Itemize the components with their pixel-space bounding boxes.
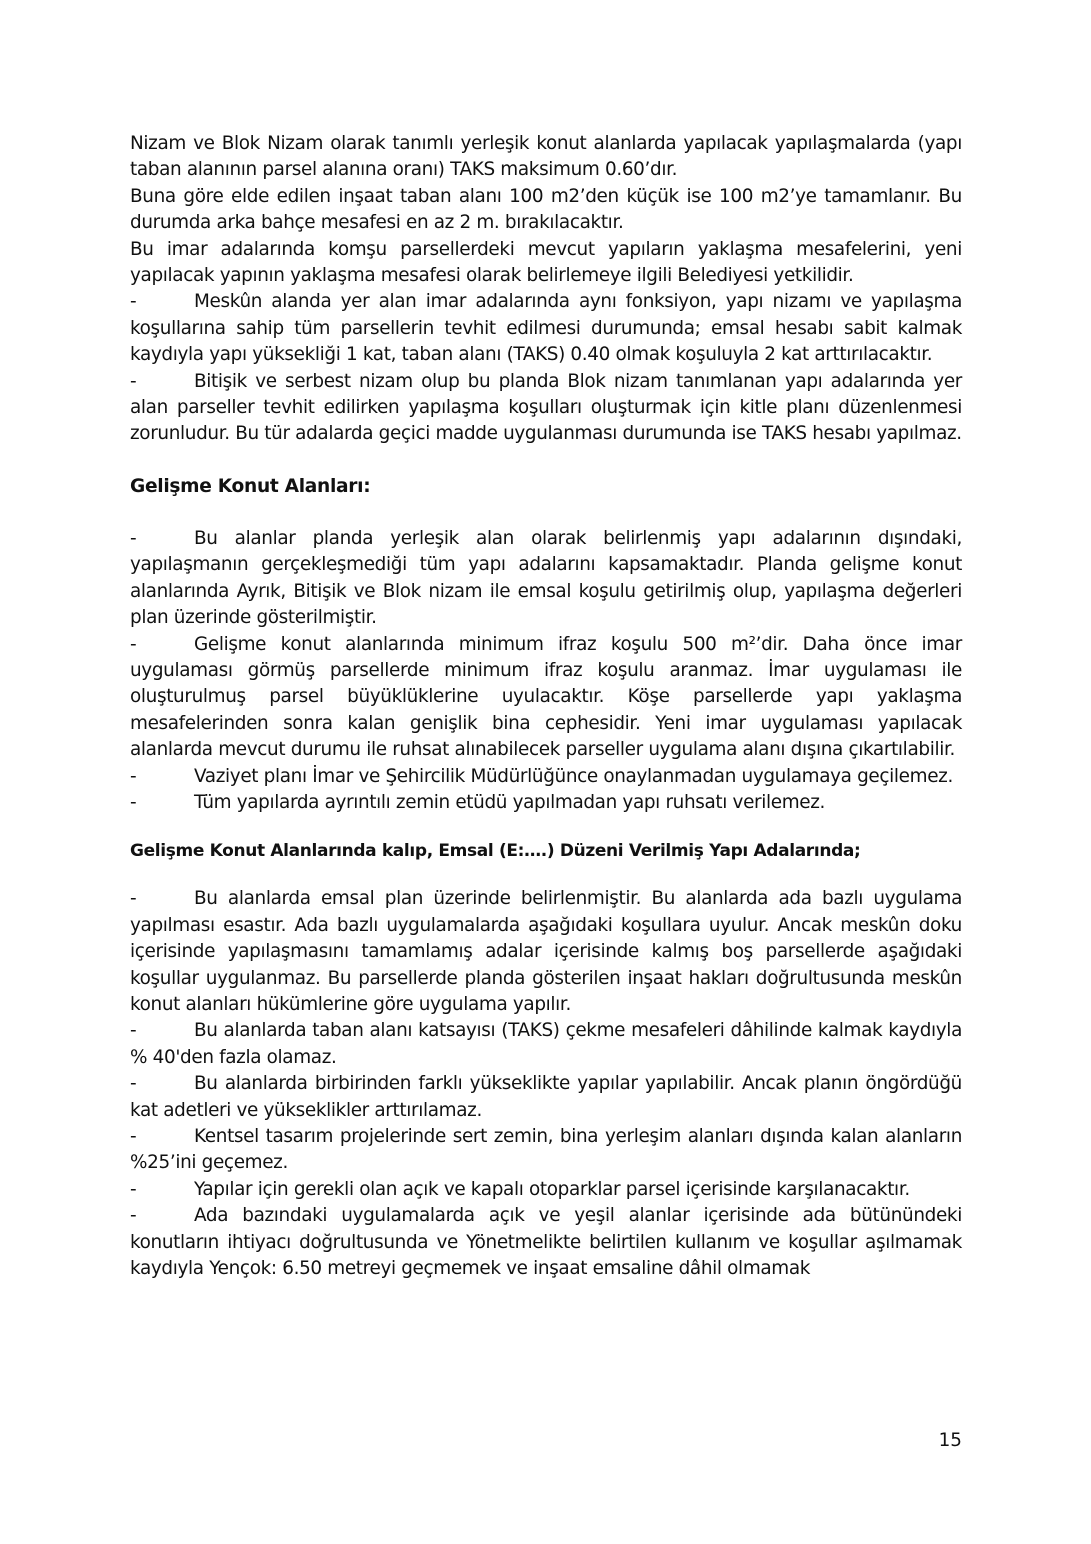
bullet-item: - Bu alanlar planda yerleşik alan olarak belirlenmiş yapı adalarının dışındaki, yapılaşmanın gerçekleşmediği tüm yapı adalarını kapsamaktadır. Planda gelişme konut alanlarında Ayrık, Bitişik ve Blok nizam ile emsal koşulu getirilmiş olup, yapılaşma değerleri plan üzerinde gösterilmiştir.: [130, 527, 962, 629]
bullet-marker: -: [130, 291, 137, 313]
page-number: 15: [938, 1430, 962, 1451]
bullet-marker: -: [130, 370, 137, 392]
bullet-item: - Bitişik ve serbest nizam olup bu planda Blok nizam tanımlanan yapı adalarında yer alan parseller tevhit edilirken yapılaşma koşulları oluşturmak için kitle planı düzenlenmesi zorunludur. Bu tür adalarda geçici madde uygulanması durumunda ise TAKS hesabı yapılmaz.: [130, 370, 962, 445]
bullet-marker: -: [130, 1073, 137, 1095]
bullet-item: - Yapılar için gerekli olan açık ve kapalı otoparklar parsel içerisinde karşılanacaktır.: [130, 1177, 962, 1203]
section-heading: Gelişme Konut Alanlarında kalıp, Emsal (E:….) Düzeni Verilmiş Yapı Adalarında;: [130, 841, 861, 862]
bullet-item: - Bu alanlarda taban alanı katsayısı (TAKS) çekme mesafeleri dâhilinde kalmak kaydıyla % 40'den fazla olamaz.: [130, 1020, 962, 1068]
bullet-item: - Ada bazındaki uygulamalarda açık ve yeşil alanlar içerisinde ada bütünündeki konutların ihtiyacı doğrultusunda ve Yönetmelikte belirtilen kullanım ve koşullar aşılmamak kaydıyla Yençok: 6.50 metreyi geçmemek ve inşaat emsaline dâhil olmamak: [130, 1205, 962, 1280]
document-body: [130, 131, 962, 1282]
bullet-item: - Bu alanlarda birbirinden farklı yükseklikte yapılar yapılabilir. Ancak planın öngördüğü kat adetleri ve yükseklikler arttırılamaz.: [130, 1073, 962, 1121]
bullet-marker: -: [130, 633, 137, 655]
paragraph: Bu imar adalarında komşu parsellerdeki mevcut yapıların yaklaşma mesafelerini, yeni yapılacak yapının yaklaşma mesafesi olarak belirlemeye ilgili Belediyesi yetkilidir.: [130, 238, 962, 287]
section-heading: Gelişme Konut Alanları:: [130, 475, 371, 497]
bullet-item: - Tüm yapılarda ayrıntılı zemin etüdü yapılmadan yapı ruhsatı verilemez.: [130, 790, 962, 816]
bullet-marker: -: [130, 1126, 137, 1147]
bullet-marker: -: [130, 527, 137, 549]
paragraph: Nizam ve Blok Nizam olarak tanımlı yerleşik konut alanlarda yapılacak yapılaşmalarda (yapı taban alanının parsel alanına oranı) TAKS maksimum 0.60’dır.: [130, 133, 962, 181]
bullet-marker: -: [130, 1020, 137, 1042]
bullet-marker: -: [130, 765, 137, 787]
bullet-item: - Kentsel tasarım projelerinde sert zemin, bina yerleşim alanları dışında kalan alanların %25’ini geçemez.: [130, 1126, 962, 1174]
bullet-item: - Gelişme konut alanlarında minimum ifraz koşulu 500 m²’dir. Daha önce imar uygulaması görmüş parsellerde minimum ifraz koşulu aranmaz. İmar uygulaması ile oluşturulmuş parsel büyüklüklerine uyulacaktır. Köşe parsellerde yapı yaklaşma mesafelerinden sonra kalan genişlik bina cephesidir. Yeni imar uygulaması yapılacak alanlarda mevcut durumu ile ruhsat alınabilecek parseller uygulama alanı dışına çıkartılabilir.: [130, 633, 962, 761]
bullet-marker: -: [130, 791, 137, 813]
bullet-item: - Meskûn alanda yer alan imar adalarında aynı fonksiyon, yapı nizamı ve yapılaşma koşullarına sahip tüm parsellerin tevhit edilmesi durumunda; emsal hesabı sabit kalmak kaydıyla yapı yüksekliği 1 kat, taban alanı (TAKS) 0.40 olmak koşuluyla 2 kat arttırılacaktır.: [130, 291, 962, 366]
bullet-marker: -: [130, 888, 137, 910]
bullet-item: - Bu alanlarda emsal plan üzerinde belirlenmiştir. Bu alanlarda ada bazlı uygulama yapılması esastır. Ada bazlı uygulamalarda aşağıdaki koşullara uyulur. Ancak meskûn doku içerisinde yapılaşmasını tamamlamış adalar içerisinde kalmış boş parsellerde aşağıdaki koşullar uygulanmaz. Bu parsellerde planda gösterilen inşaat hakları doğrultusunda meskûn konut alanları hükümlerine göre uygulama yapılır.: [130, 888, 962, 1015]
bullet-marker: -: [130, 1178, 137, 1200]
bullet-marker: -: [130, 1205, 137, 1227]
bullet-item: - Vaziyet planı İmar ve Şehircilik Müdürlüğünce onaylanmadan uygulamaya geçilemez.: [130, 764, 962, 790]
paragraph: Buna göre elde edilen inşaat taban alanı 100 m2’den küçük ise 100 m2’ye tamamlanır. Bu durumda arka bahçe mesafesi en az 2 m. bırakılacaktır.: [130, 185, 962, 234]
